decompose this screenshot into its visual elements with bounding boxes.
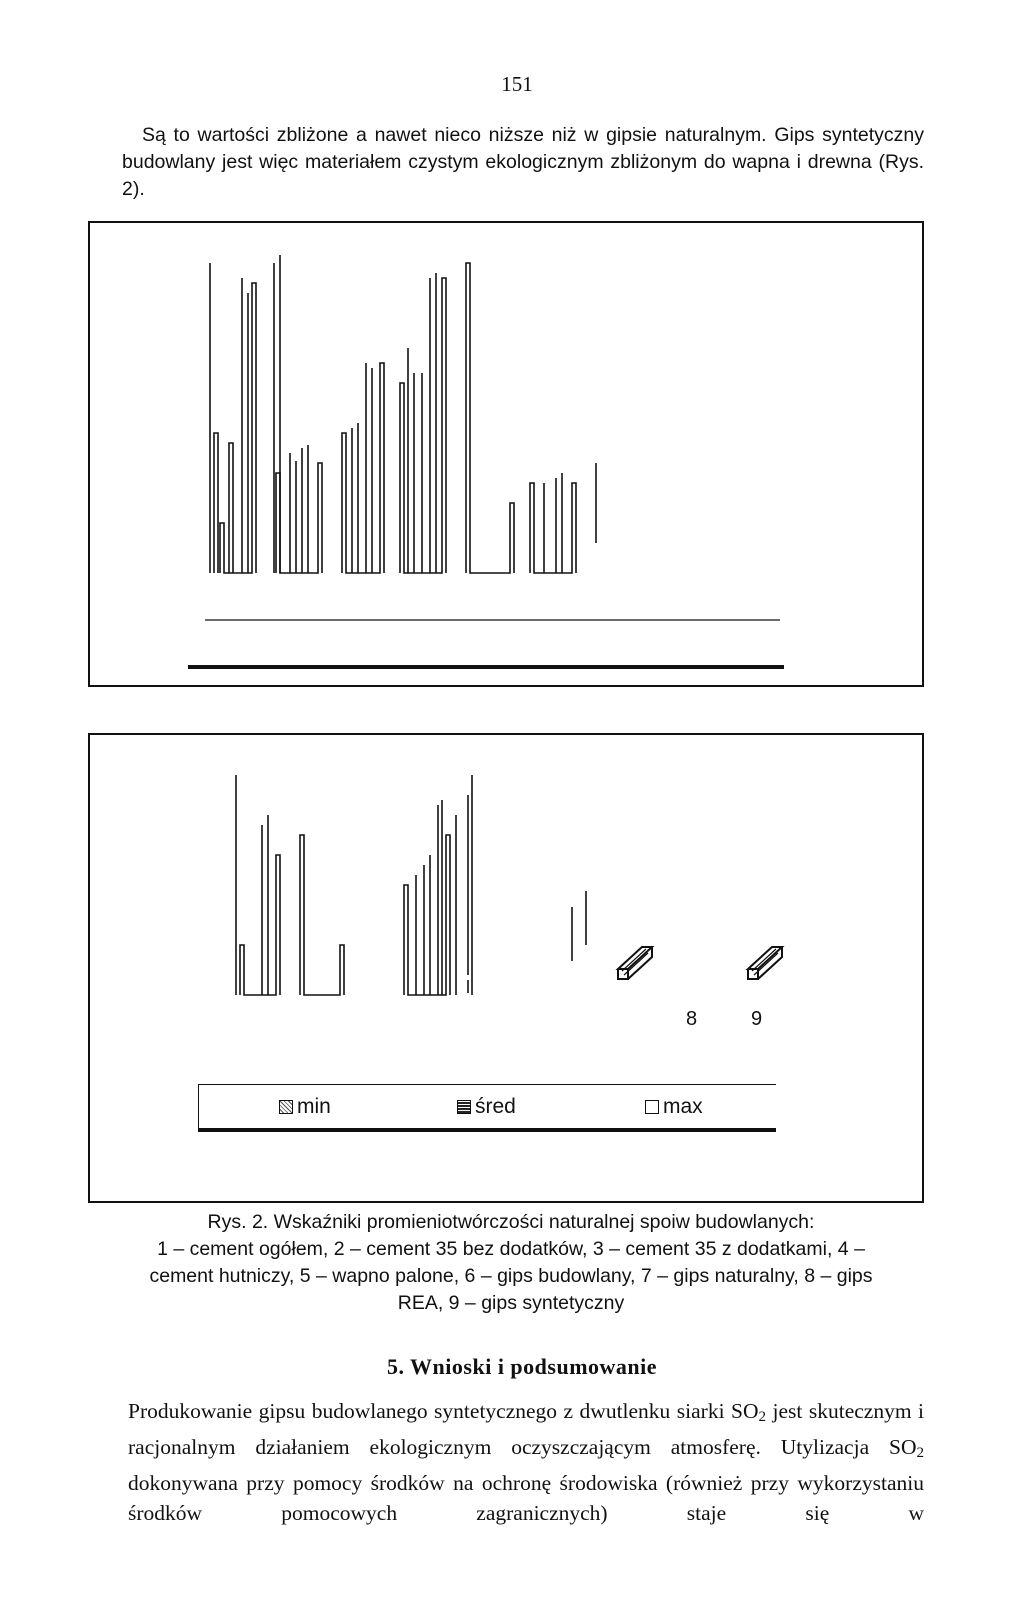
legend-swatch-max [645,1100,659,1114]
figure-top-bars [90,223,926,689]
intro-paragraph: Są to wartości zbliżone a nawet nieco niższe niż w gipsie naturalnym. Gips syntetyczny budowlany jest więc materiałem czystym ekologicznym zbliżonym do wapna i drewna (Rys. 2). [122,124,924,200]
bar-group-1 [229,443,233,573]
bar-group-8 [618,947,652,979]
legend-swatch-sred [457,1100,471,1114]
page-number: 151 [501,72,533,96]
bar-group-1 [240,855,280,995]
chart-legend [198,1084,776,1132]
figure-top-panel [88,221,924,687]
figure-bottom-bars [90,735,926,1205]
conclusion-p2-part1: Utylizacja SO [780,1435,917,1459]
subscript: 2 [758,1409,767,1425]
legend-item-min [279,1095,331,1119]
legend-swatch-min [279,1100,293,1114]
bar-group-1 [220,283,256,573]
caption-line: cement hutniczy, 5 – wapno palone, 6 – gips budowlany, 7 – gips naturalny, 8 – gips [149,1265,873,1287]
bar-group-2 [276,463,322,573]
bar-group-3 [342,363,384,573]
category-label-9: 9 [751,1008,763,1030]
conclusion-p1-part2: jest skutecznym i racjonalnym działaniem ekologicznym oczyszczającym atmosferę. [128,1399,924,1459]
bar-group-9 [748,947,782,979]
conclusion-p2-part2: dokonywana przy pomocy środków na ochronę środowiska (również przy wykorzystaniu środków pomocowych zagranicznych) staje się w [128,1471,924,1525]
bar-group-3 [404,835,450,995]
category-label-8: 8 [686,1008,698,1030]
subscript: 2 [916,1445,924,1461]
bar-group-6 [530,483,576,573]
legend-label-max: max [663,1095,703,1118]
bar-group-4 [400,278,446,573]
conclusion-p1-part1: Produkowanie gipsu budowlanego syntetycznego z dwutlenku siarki SO [128,1399,759,1423]
legend-item-sred [457,1095,516,1119]
figure-bottom-panel [88,733,924,1203]
legend-label-sred: śred [475,1095,516,1118]
bar-group-2 [300,835,344,995]
caption-line: REA, 9 – gips syntetyczny [397,1292,625,1314]
section-heading: 5. Wnioski i podsumowanie [386,1354,658,1379]
caption-line: 1 – cement ogółem, 2 – cement 35 bez dodatków, 3 – cement 35 z dodatkami, 4 – [157,1238,865,1260]
conclusion-text [128,1396,924,1528]
bar-group-5 [466,263,514,573]
legend-item-max [645,1095,703,1119]
legend-label-min: min [297,1095,331,1118]
caption-line: Rys. 2. Wskaźniki promieniotwórczości naturalnej spoiw budowlanych: [207,1211,815,1233]
bar-group-1 [214,433,218,573]
figure-caption [100,1209,922,1317]
